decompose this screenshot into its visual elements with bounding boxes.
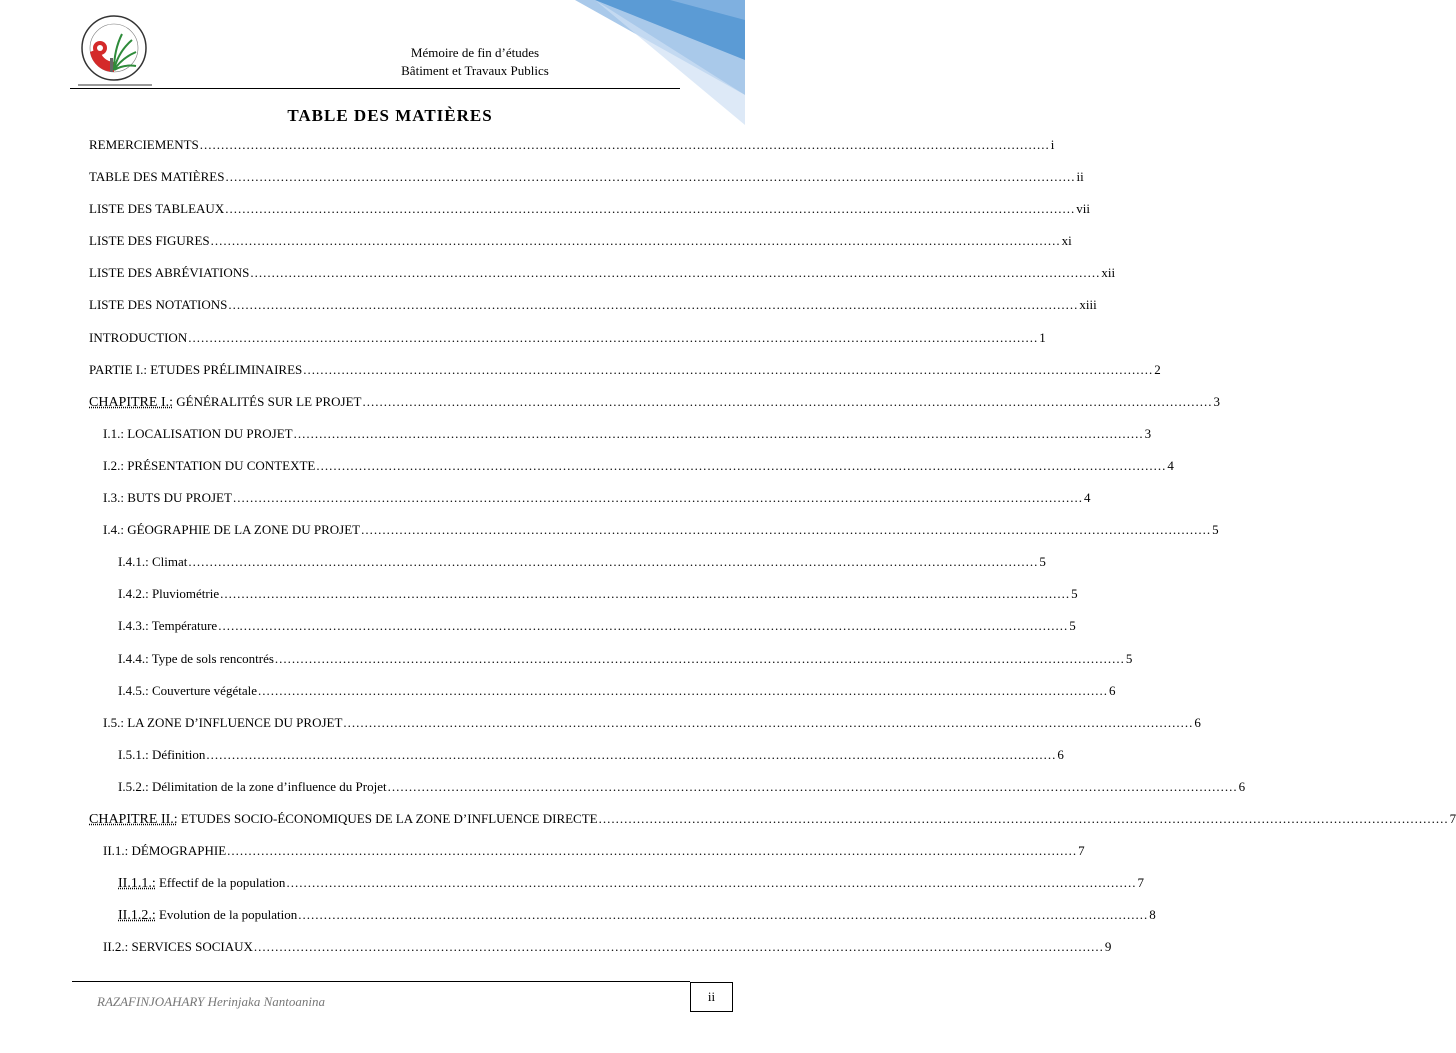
toc-entry[interactable] (89, 520, 1219, 552)
toc-entry-label (118, 616, 217, 635)
toc-entry-label (89, 231, 210, 250)
toc-entry[interactable] (89, 777, 1246, 809)
toc-entry-page: 9 (1104, 939, 1112, 955)
toc-entry-page: 5 (1039, 554, 1046, 570)
toc-entry-text: LISTE DES FIGURES (89, 233, 210, 249)
toc-entry-page: xii (1101, 265, 1116, 281)
toc-entry-text: I.5.1.: Définition (118, 746, 206, 762)
toc-entry-text: TABLE DES MATIÈRES (89, 169, 225, 185)
school-logo (72, 12, 156, 90)
toc-entry-label (103, 488, 232, 507)
toc-entry[interactable] (89, 873, 1144, 905)
toc-entry[interactable] (89, 231, 1072, 263)
toc-entry[interactable] (89, 167, 1084, 199)
toc-entry[interactable] (89, 199, 1090, 231)
dot-leader: ........................................................................................................................................................................................................ (220, 586, 1071, 602)
toc-entry-label (89, 328, 187, 347)
toc-entry-label (118, 777, 387, 796)
toc-entry[interactable] (89, 456, 1174, 488)
toc-entry-label (118, 584, 219, 603)
toc-entry-text: PARTIE I.: ETUDES PRÉLIMINAIRES (89, 361, 303, 377)
toc-entry-text: LISTE DES ABRÉVIATIONS (89, 265, 250, 281)
toc-entry-prefix: CHAPITRE II.: (89, 811, 178, 827)
toc-entry-page: 2 (1154, 361, 1161, 377)
toc-entry-text: II.1.: DÉMOGRAPHIE (103, 843, 227, 859)
dot-leader: ........................................................................................................................................................................................................ (188, 329, 1039, 345)
toc-entry-page: vii (1076, 201, 1090, 217)
dot-leader: ........................................................................................................................................................................................................ (218, 618, 1069, 634)
footer-divider (72, 981, 690, 982)
toc-entry[interactable] (89, 681, 1116, 713)
toc-entry[interactable] (89, 295, 1097, 327)
toc-entry-text: Evolution de la population (155, 907, 298, 923)
toc-entry-text: I.4.: GÉOGRAPHIE DE LA ZONE DU PROJET (103, 522, 361, 538)
page-title: TABLE DES MATIÈRES (287, 106, 493, 125)
toc-entry-page: 6 (1108, 682, 1116, 698)
toc-entry-page: 4 (1083, 490, 1091, 506)
toc-entry-label (89, 135, 199, 154)
toc-entry-label (118, 873, 285, 893)
toc-entry-label (118, 745, 205, 764)
toc-entry-page: 1 (1039, 329, 1046, 345)
dot-leader: ........................................................................................................................................................................................................ (225, 201, 1076, 217)
toc-entry-page: 6 (1057, 746, 1064, 762)
dot-leader: ........................................................................................................................................................................................................ (361, 522, 1212, 538)
toc-entry[interactable] (89, 552, 1046, 584)
toc-entry[interactable] (89, 745, 1064, 777)
toc-entry-prefix: CHAPITRE I.: (89, 394, 173, 410)
toc-entry-page: 7 (1449, 810, 1456, 826)
dot-leader: ........................................................................................................................................................................................................ (253, 939, 1104, 955)
dot-leader: ........................................................................................................................................................................................................ (316, 457, 1167, 473)
toc-entry-text: I.4.4.: Type de sols rencontrés (118, 650, 274, 666)
toc-entry[interactable] (89, 584, 1078, 616)
toc-entry-prefix: II.1.1.: (118, 876, 156, 892)
toc-entry[interactable] (89, 488, 1091, 520)
header (380, 44, 570, 80)
toc-entry-text: I.5.2.: Délimitation de la zone d’influence du Projet (118, 778, 387, 794)
dot-leader: ........................................................................................................................................................................................................ (227, 843, 1078, 859)
toc-entry-text: GÉNÉRALITÉS SUR LE PROJET (173, 393, 362, 409)
toc-entry-page: 7 (1078, 843, 1085, 859)
toc-entry-page: 3 (1213, 393, 1220, 409)
toc-entry-page: 4 (1167, 457, 1174, 473)
footer-author: RAZAFINJOAHARY Herinjaka Nantoanina (97, 994, 325, 1009)
toc-entry-label (118, 649, 274, 668)
header-line-2: Bâtiment et Travaux Publics (401, 63, 549, 78)
toc-entry[interactable] (89, 937, 1112, 969)
dot-leader: ........................................................................................................................................................................................................ (298, 907, 1149, 923)
toc-entry-label (118, 552, 187, 571)
header-divider (70, 88, 680, 89)
toc-entry-page: xiii (1079, 297, 1097, 313)
toc-entry-page: 5 (1071, 586, 1078, 602)
dot-leader: ........................................................................................................................................................................................................ (343, 714, 1194, 730)
toc-entry-label (89, 360, 302, 379)
toc-entry-label (103, 713, 342, 732)
toc-entry-page: 8 (1149, 907, 1156, 923)
toc-entry-page: xi (1061, 233, 1072, 249)
table-of-contents (89, 135, 1456, 969)
dot-leader: ........................................................................................................................................................................................................ (303, 361, 1154, 377)
toc-entry[interactable] (89, 905, 1156, 937)
toc-entry-label (103, 520, 360, 539)
toc-entry-page: ii (1076, 169, 1084, 185)
toc-entry-label (118, 905, 297, 925)
toc-entry-label (103, 937, 253, 956)
toc-entry-text: I.2.: PRÉSENTATION DU CONTEXTE (103, 457, 316, 473)
toc-entry-label (89, 392, 362, 412)
dot-leader: ........................................................................................................................................................................................................ (286, 875, 1137, 891)
toc-entry-label (118, 681, 257, 700)
dot-leader: ........................................................................................................................................................................................................ (293, 425, 1144, 441)
toc-entry-label (89, 199, 224, 218)
toc-entry-page: 5 (1212, 522, 1219, 538)
header-line-1: Mémoire de fin d’études (410, 45, 540, 60)
toc-entry-text: Effectif de la population (155, 875, 286, 891)
toc-entry-text: REMERCIEMENTS (89, 137, 199, 152)
toc-entry-label (103, 456, 315, 475)
toc-entry[interactable] (89, 841, 1085, 873)
toc-entry-page: i (1050, 137, 1055, 152)
toc-entry-page: 7 (1137, 875, 1144, 891)
dot-leader: ........................................................................................................................................................................................................ (228, 297, 1079, 313)
dot-leader: ........................................................................................................................................................................................................ (188, 554, 1039, 570)
toc-entry[interactable] (89, 424, 1152, 456)
toc-entry-page: 5 (1069, 618, 1076, 634)
toc-entry-text: I.1.: LOCALISATION DU PROJET (103, 425, 293, 441)
toc-entry-label (89, 167, 224, 186)
dot-leader: ........................................................................................................................................................................................................ (210, 233, 1061, 249)
toc-entry[interactable] (89, 392, 1220, 424)
toc-entry[interactable] (89, 360, 1161, 392)
toc-entry-label (89, 295, 227, 314)
toc-entry-page: 3 (1144, 425, 1152, 441)
dot-leader: ........................................................................................................................................................................................................ (250, 265, 1101, 281)
toc-entry-text: I.3.: BUTS DU PROJET (103, 490, 232, 506)
toc-entry-text: LISTE DES TABLEAUX (89, 201, 225, 217)
dot-leader: ........................................................................................................................................................................................................ (362, 393, 1213, 409)
toc-entry-page: 6 (1238, 778, 1246, 794)
dot-leader: ........................................................................................................................................................................................................ (598, 810, 1449, 826)
toc-entry[interactable] (89, 135, 1055, 167)
page-number: ii (690, 982, 733, 1012)
dot-leader: ........................................................................................................................................................................................................ (206, 746, 1057, 762)
toc-entry-text: ETUDES SOCIO-ÉCONOMIQUES DE LA ZONE D’INFLUENCE DIRECTE (177, 810, 598, 826)
toc-entry-text: LISTE DES NOTATIONS (89, 297, 228, 313)
toc-entry-label (89, 263, 249, 282)
toc-entry-page: 5 (1125, 650, 1133, 666)
toc-entry-text: I.4.3.: Température (118, 618, 218, 634)
toc-entry-text: I.4.2.: Pluviométrie (118, 586, 220, 602)
toc-entry-label (89, 809, 598, 829)
toc-entry[interactable] (89, 328, 1046, 360)
toc-entry-label (103, 424, 293, 443)
dot-leader: ........................................................................................................................................................................................................ (199, 137, 1050, 152)
toc-entry[interactable] (89, 616, 1076, 648)
toc-entry-prefix: II.1.2.: (118, 908, 156, 924)
toc-entry-page: 6 (1194, 714, 1201, 730)
toc-entry-text: II.2.: SERVICES SOCIAUX (103, 939, 253, 955)
toc-entry[interactable] (89, 649, 1133, 681)
dot-leader: ........................................................................................................................................................................................................ (225, 169, 1076, 185)
toc-entry[interactable] (89, 713, 1201, 745)
toc-entry-text: I.4.1.: Climat (118, 554, 188, 570)
dot-leader: ........................................................................................................................................................................................................ (274, 650, 1125, 666)
dot-leader: ........................................................................................................................................................................................................ (257, 682, 1108, 698)
toc-entry-text: INTRODUCTION (89, 329, 188, 345)
toc-entry[interactable] (89, 263, 1116, 295)
dot-leader: ........................................................................................................................................................................................................ (232, 490, 1083, 506)
dot-leader: ........................................................................................................................................................................................................ (387, 778, 1238, 794)
toc-entry-text: I.5.: LA ZONE D’INFLUENCE DU PROJET (103, 714, 343, 730)
toc-entry-label (103, 841, 226, 860)
toc-entry[interactable] (89, 809, 1456, 841)
toc-entry-text: I.4.5.: Couverture végétale (118, 682, 257, 698)
